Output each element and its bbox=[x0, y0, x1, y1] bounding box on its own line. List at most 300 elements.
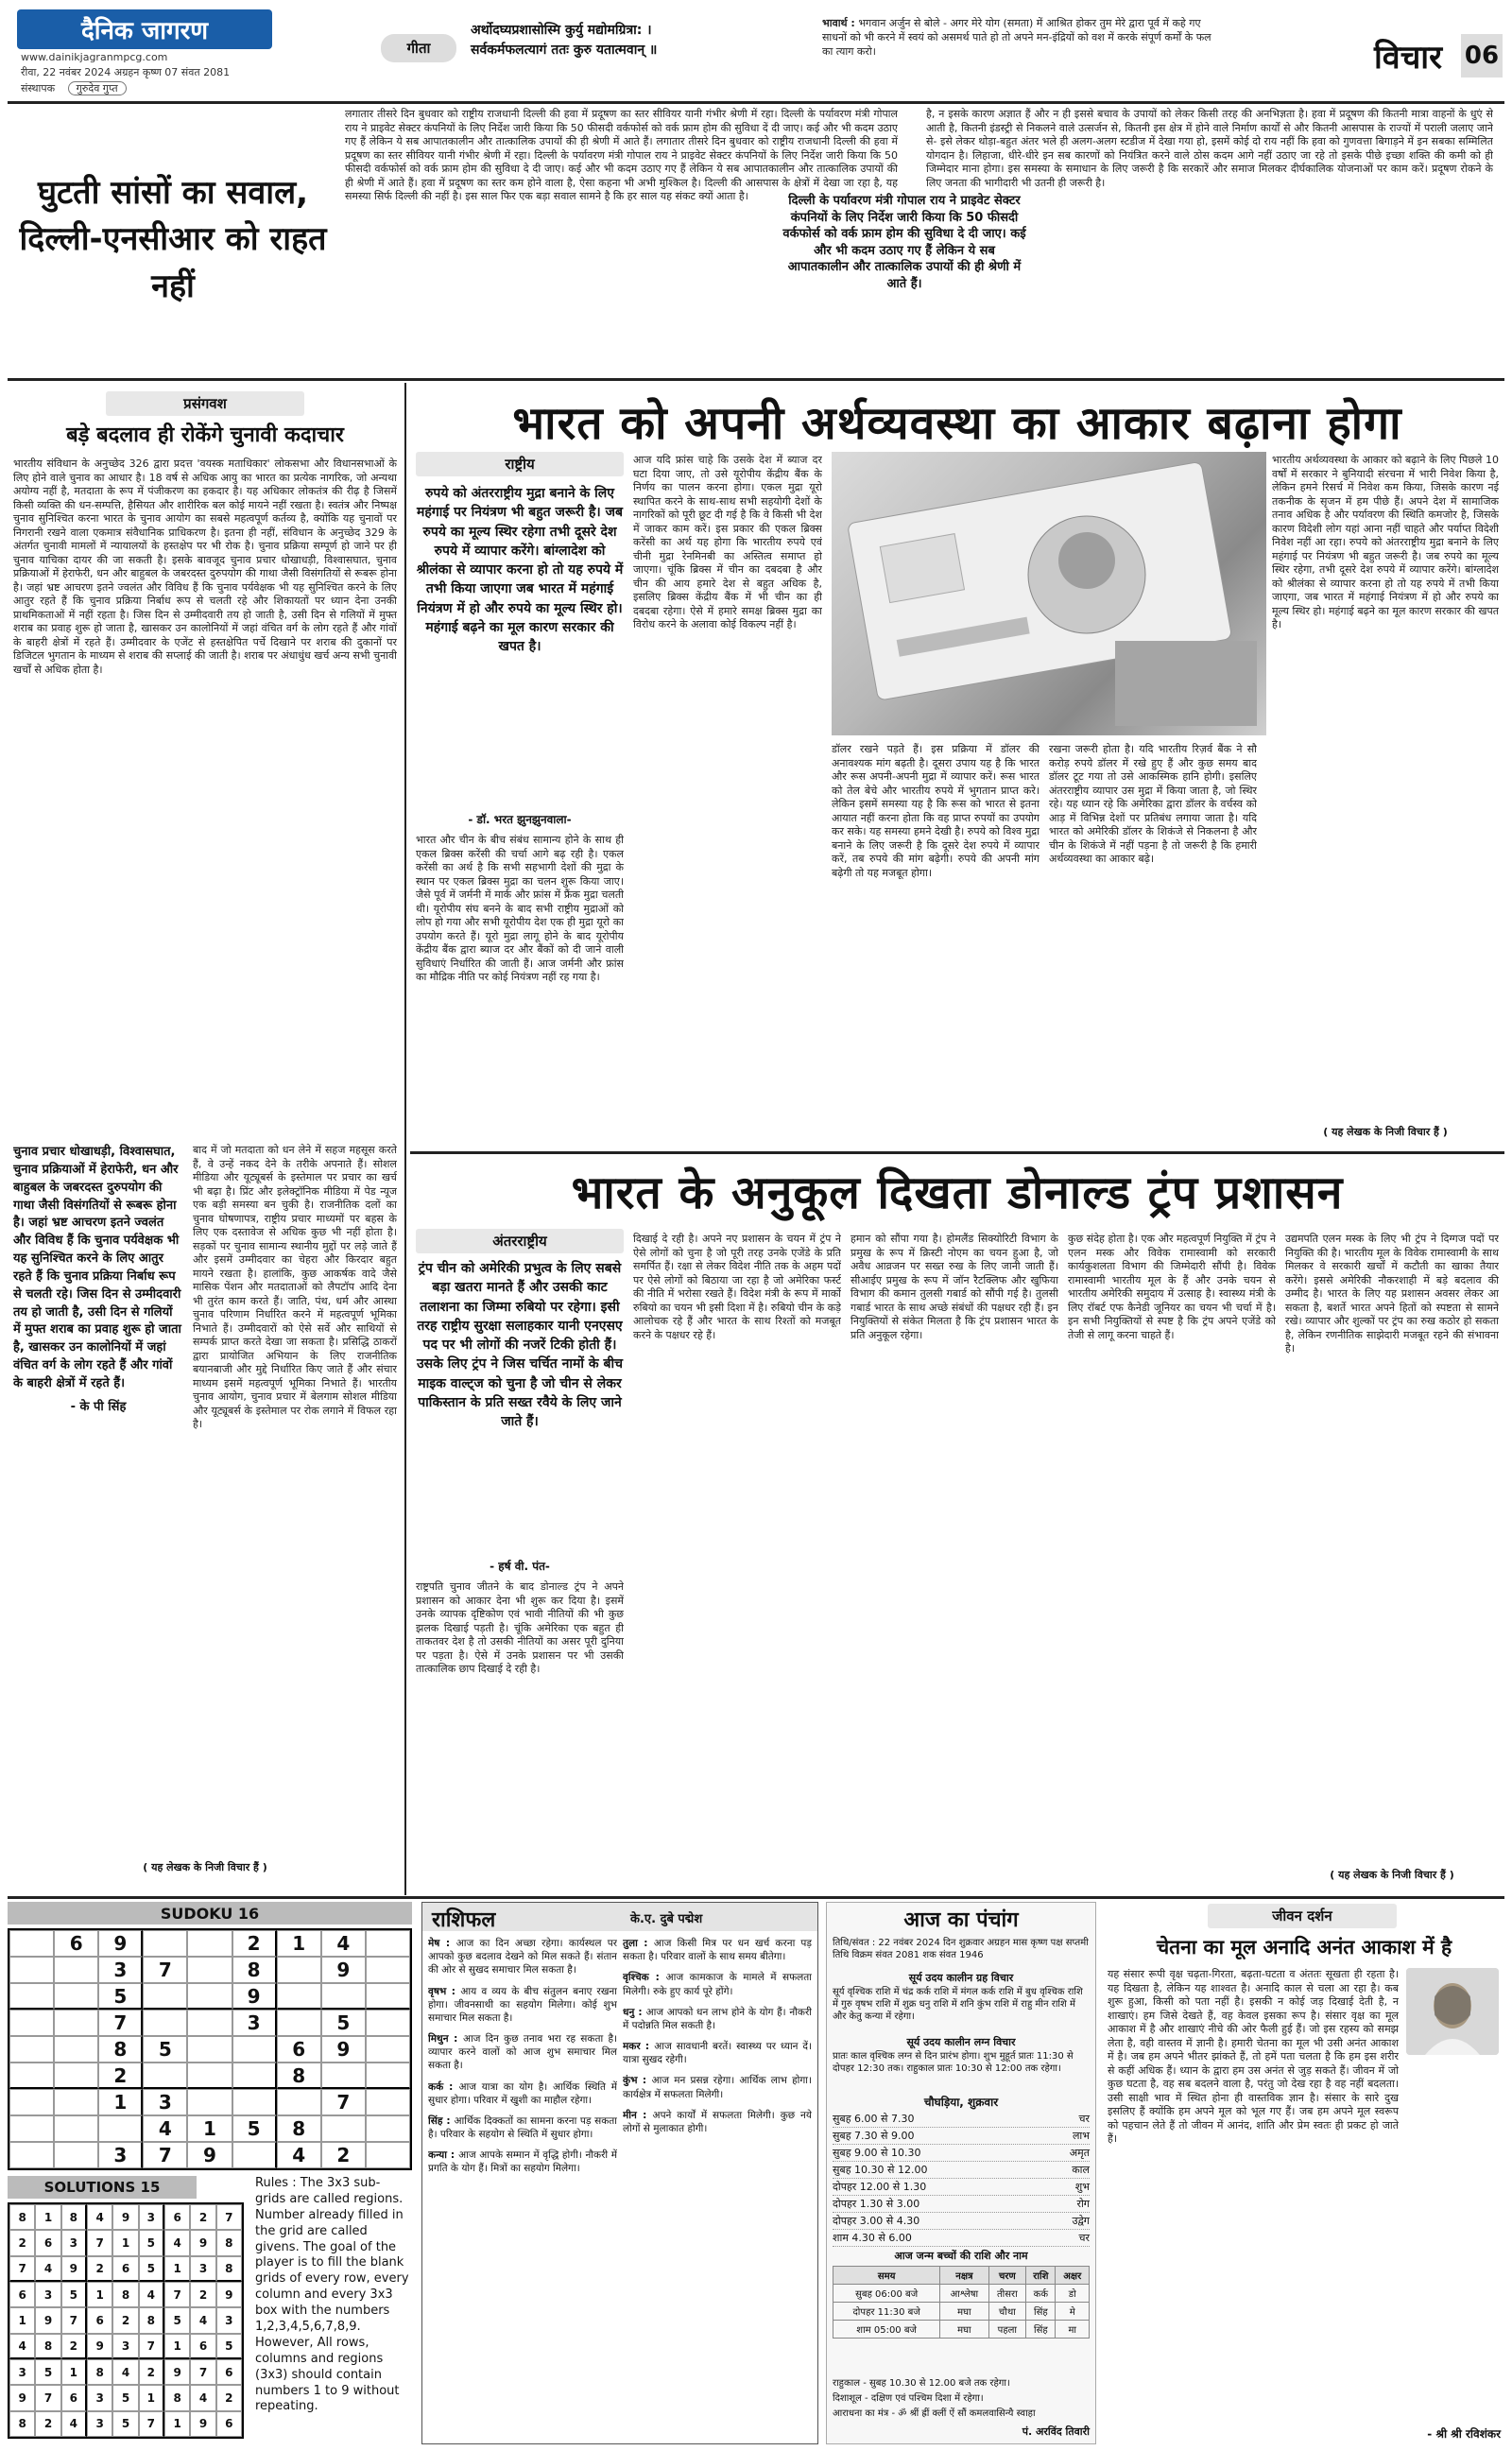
solution-cell: 2 bbox=[190, 2282, 215, 2307]
sudoku-cell[interactable]: 2 bbox=[321, 2142, 366, 2168]
solution-cell: 6 bbox=[164, 2204, 190, 2230]
panchang-table-cell: डो bbox=[1056, 2285, 1090, 2303]
solution-cell: 2 bbox=[112, 2307, 138, 2333]
solution-cell: 7 bbox=[9, 2256, 35, 2282]
sudoku-cell[interactable] bbox=[366, 2010, 410, 2036]
solution-cell: 2 bbox=[216, 2385, 242, 2410]
rashi-item bbox=[623, 2074, 812, 2100]
editorial-col-1: लगातार तीसरे दिन बुधवार को राष्ट्रीय राजधानी दिल्ली की हवा में प्रदूषण का स्तर सीवियर यानी गंभीर श्रेणी में रहा। दिल्ली के पर्यावरण मंत्री गोपाल राय ने प्राइवेट सेक्टर कंपनियों के लिए निर्देश जारी किया कि 50 फीसदी वर्कफोर्स को वर्क फ्राम होम की सुविधा दें दी जाए। कई और भी कदम उठाए गए हैं लेकिन ये सब आपातकालीन और तात्कालिक उपायों की ही श्रेणी में आते हैं। लगातार तीसरे दिन बुधवार को राष्ट्रीय राजधानी दिल्ली की हवा में प्रदूषण का स्तर सीवियर यानी गंभीर श्रेणी में रहा। दिल्ली के पर्यावरण मंत्री गोपाल राय ने प्राइवेट सेक्टर कंपनियों के लिए निर्देश जारी किया कि 50 फीसदी वर्कफोर्स को वर्क फ्राम होम की सुविधा दे दी जाए। कई और भी कदम उठाए गए हैं लेकिन ये सब आपातकालीन और तात्कालिक उपायों की ही श्रेणी में आते हैं। हवा में प्रदूषण का स्तर कम होने वाला है, ऐसा कहना भी अभी मुश्किल है। दिल्ली की आसपास के क्षेत्रों में देखा जा रहा है, यह समस्या सिर्फ दिल्ली की नहीं है। इस साल फिर एक बड़ा सवाल सामने है कि हर साल यह संकट क्यों आता है। bbox=[345, 108, 898, 203]
panchang-table-cell: तीसरा bbox=[988, 2285, 1026, 2303]
solution-cell: 8 bbox=[112, 2282, 138, 2307]
article-1-footer: ( यह लेखक के निजी विचार हैं ) bbox=[1323, 1126, 1448, 1138]
sudoku-cell[interactable] bbox=[9, 2115, 54, 2142]
solution-cell: 6 bbox=[35, 2230, 60, 2255]
sudoku-cell[interactable]: 9 bbox=[321, 2036, 366, 2063]
sudoku-cell[interactable] bbox=[9, 2142, 54, 2168]
solution-cell: 7 bbox=[216, 2204, 242, 2230]
sudoku-cell[interactable]: 8 bbox=[232, 1957, 277, 1983]
article-1-col-b: आज यदि फ्रांस चाहे कि उसके देश में ब्याज दर घटा दिया जाए, तो उसे यूरोपीय केंद्रीय बैंक के निर्णय का पालन करना होगा। एकल मुद्रा यूरो स्थापित करने के साथ-साथ सभी सहयोगी देशों के नागरिकों को पूरी छूट दी गई है कि वे किसी भी देश में जाकर काम करें। इस प्रकार की एकल ब्रिक्स करेंसी का अर्थ यह होगा कि भारतीय रुपये एवं चीनी मुद्रा रेनमिनबी का अस्तित्व समाप्त हो जाएगा। चूंकि ब्रिक्स में चीन का दबदबा है और चीन की आय हमारे देश से बहुत अधिक है, इसलिए ब्रिक्स केंद्रीय बैंक में भी चीन का ही दबदबा रहेगा। ऐसे में हमारे समक्ष ब्रिक्स मुद्रा का विरोध करने के अलावा कोई विकल्प नहीं है। bbox=[633, 454, 822, 631]
solution-cell: 3 bbox=[87, 2411, 112, 2437]
rashi-sign: मीन : bbox=[623, 2109, 653, 2121]
sudoku-cell[interactable] bbox=[366, 2063, 410, 2089]
rashi-item bbox=[623, 2109, 812, 2135]
article-2 bbox=[410, 1155, 1504, 1894]
sudoku-cell[interactable] bbox=[143, 1930, 187, 1957]
sudoku-cell[interactable] bbox=[366, 1930, 410, 1957]
prasangvash-footer: ( यह लेखक के निजी विचार हैं ) bbox=[143, 1861, 267, 1873]
solution-cell: 3 bbox=[139, 2204, 164, 2230]
prasangvash-quote-text: चुनाव प्रचार धोखाधड़ी, विश्वासघात, चुनाव प्रक्रियाओं में हेराफेरी, धन और बाहुबल के जबरदस्त दुरुपयोग की गाथा जैसी विसंगतियों से रूबरू होना है। जहां भ्रष्ट आचरण इतने ज्वलंत और विविध हैं कि चुनाव पर्यवेक्षक भी यह सुनिश्चित करने के लिए आतुर रहते हैं कि चुनाव प्रक्रिया निर्बाध रूप से चलती रहे। जिस दिन से उम्मीदवारी तय हो जाती है, उसी दिन से गलियों में मुफ्त शराब का प्रवाह शुरू हो जाता है, खासकर उन कालोनियों में जहां वंचित वर्ग के लोग रहते हैं और गांवों के बाहरी क्षेत्रों में रहते हैं। bbox=[13, 1145, 181, 1390]
article-2-tag bbox=[416, 1229, 624, 1253]
solution-cell: 4 bbox=[139, 2282, 164, 2307]
choghadiya-row bbox=[833, 2213, 1090, 2230]
panchang-table-cell: चौथा bbox=[988, 2303, 1026, 2321]
rashifal-right-list bbox=[623, 1937, 812, 2440]
sudoku-cell[interactable] bbox=[277, 2010, 321, 2036]
solution-cell: 3 bbox=[35, 2282, 60, 2307]
sudoku-cell[interactable] bbox=[187, 2089, 232, 2115]
rashi-sign: कर्क : bbox=[428, 2080, 459, 2093]
panchang-table-cell: सिंह bbox=[1026, 2303, 1056, 2321]
solution-cell: 5 bbox=[112, 2411, 138, 2437]
solution-cell: 5 bbox=[139, 2256, 164, 2282]
article-1-headline-text: भारत को अपनी अर्थव्यवस्था का आकार बढ़ाना होगा bbox=[512, 397, 1402, 450]
banknote-illustration bbox=[832, 452, 1266, 735]
panchang-author: पं. अरविंद तिवारी bbox=[1022, 2425, 1090, 2438]
author-photo-illustration bbox=[1406, 1968, 1499, 2055]
rashi-sign: मकर : bbox=[623, 2041, 655, 2053]
sudoku-cell[interactable]: 7 bbox=[143, 2142, 187, 2168]
article-2-quote-text: ट्रंप चीन को अमेरिकी प्रभुत्व के लिए सबसे बड़ा खतरा मानते हैं और उसकी काट तलाशना का जिम्मा रुबियो पर रहेगा। इसी तरह राष्ट्रीय सुरक्षा सलाहकार यानी एनएसए पद पर भी लोगों की नजरें टिकी होती हैं। उसके लिए ट्रंप ने जिस चर्चित नामों के बीच माइक वाल्ट्ज को चुना है जो चीन से लेकर पाकिस्तान के प्रति सख्त रवैये के लिए जाने जाते हैं। bbox=[416, 1261, 624, 1430]
date-line: रीवा, 22 नवंबर 2024 अग्रहन कृष्ण 07 संवत 2081 bbox=[21, 66, 231, 78]
solutions-title bbox=[8, 2176, 197, 2199]
rashi-sign: वृषभ : bbox=[428, 1985, 461, 1997]
article-1-byline: - डॉ. भरत झुनझुनवाला- bbox=[468, 813, 572, 826]
article-2-col-b: दिखाई दे रही है। अपने नए प्रशासन के चयन में ट्रंप ने ऐसे लोगों को चुना है जो पूरी तरह उनके एजेंडे के प्रति समर्पित हैं। रक्षा से लेकर विदेश नीति तक के अहम पदों पर ऐसे लोगों को बिठाया जा रहा है जो अमेरिका फर्स्ट की नीति में भरोसा रखते हैं। विदेश मंत्री के रूप में मार्को रुबियो का चयन भी इसी दिशा में है। रुबियो चीन के कड़े आलोचक रहे हैं और भारत के साथ रिश्तों को मजबूत करने के पक्षधर रहे हैं। bbox=[633, 1233, 841, 1341]
solution-cell: 1 bbox=[164, 2411, 190, 2437]
solution-cell: 3 bbox=[61, 2230, 87, 2255]
left-column-divider bbox=[404, 383, 406, 1895]
panchang-table-header bbox=[833, 2267, 1090, 2285]
solution-cell: 3 bbox=[190, 2256, 215, 2282]
article-1-quote bbox=[416, 484, 624, 805]
solution-cell: 1 bbox=[87, 2282, 112, 2307]
rashifal-header bbox=[422, 1903, 817, 1931]
sudoku-cell[interactable]: 3 bbox=[98, 1957, 143, 1983]
prasangvash-column bbox=[8, 386, 403, 1896]
rashi-text: आज का दिन अच्छा रहेगा। कार्यस्थल पर आपको कुछ बदलाव देखने को मिल सकते हैं। संतान की ओर से सुखद समाचार मिल सकता है। bbox=[428, 1938, 617, 1976]
sudoku-cell[interactable] bbox=[54, 2115, 98, 2142]
rashi-item bbox=[623, 1937, 812, 1963]
sudoku-cell[interactable] bbox=[187, 1957, 232, 1983]
sudoku-cell[interactable]: 7 bbox=[98, 2010, 143, 2036]
panchang-table-head-cell: अक्षर bbox=[1056, 2267, 1090, 2285]
panchang-table-row bbox=[833, 2303, 1090, 2321]
gita-sanskrit bbox=[471, 21, 811, 60]
panchang-table-head-cell: राशि bbox=[1026, 2267, 1056, 2285]
sudoku-cell[interactable] bbox=[232, 2089, 277, 2115]
sudoku-cell[interactable] bbox=[277, 1957, 321, 1983]
masthead-divider bbox=[8, 101, 1504, 104]
solution-cell: 6 bbox=[112, 2256, 138, 2282]
article-2-col-c: हमान को सौंपा गया है। होमलैंड सिक्योरिटी विभाग के प्रमुख के रूप में क्रिस्टी नोएम का चयन हुआ है, जो अवैध आव्रजन पर सख्त रुख के लिए जानी जाती हैं। सीआईए प्रमुख के रूप में जॉन रैटक्लिफ और खुफिया विभाग की कमान तुलसी गबार्ड को सौंपी गई है। तुलसी गबार्ड भारत के साथ अच्छे संबंधों की पक्षधर रही हैं। इन नियुक्तियों से संकेत मिलता है कि ट्रंप प्रशासन भारत के प्रति अनुकूल रहेगा। bbox=[850, 1233, 1058, 1341]
solution-cell: 8 bbox=[9, 2204, 35, 2230]
solution-cell: 1 bbox=[112, 2230, 138, 2255]
panchang-table-cell: मघा bbox=[940, 2303, 988, 2321]
panchang-table-cell: पहला bbox=[988, 2321, 1026, 2339]
solution-cell: 4 bbox=[164, 2230, 190, 2255]
sudoku-cell[interactable] bbox=[54, 2142, 98, 2168]
choghadiya-name: उद्वेग bbox=[1072, 2215, 1090, 2227]
solution-cell: 6 bbox=[190, 2334, 215, 2359]
solution-cell: 8 bbox=[87, 2359, 112, 2385]
editorial-headline bbox=[17, 170, 329, 310]
solution-cell: 3 bbox=[112, 2334, 138, 2359]
sudoku-cell[interactable] bbox=[143, 2010, 187, 2036]
sudoku-cell[interactable] bbox=[54, 2010, 98, 2036]
solution-cell: 4 bbox=[190, 2385, 215, 2410]
sudoku-cell[interactable] bbox=[54, 2036, 98, 2063]
sudoku-cell[interactable]: 7 bbox=[143, 1957, 187, 1983]
solution-cell: 1 bbox=[164, 2334, 190, 2359]
panchang-sub-2: सूर्य उदय कालीन लग्न विचार bbox=[906, 2036, 1016, 2048]
prasangvash-body: भारतीय संविधान के अनुच्छेद 326 द्वारा प्रदत्त 'वयस्क मताधिकार' लोकसभा और विधानसभाओं के लिए होने वाले चुनाव का आधार है। 18 वर्ष से अधिक आयु का भारत का प्रत्येक नागरिक, जो अन्यथा अयोग्य नहीं है, मतदाता के रूप में पंजीकरण का हकदार है। यह अधिकार लोकतंत्र की रीढ़ है जिसमें किसी व्यक्ति की धन-सम्पत्ति, हैसियत और शारीरिक बल कोई मायने नहीं रखता है। स्वतंत्र और निष्पक्ष चुनाव सुनिश्चित करना भारत के चुनाव आयोग का सबसे महत्वपूर्ण कर्तव्य है, क्योंकि यह चुनावों पर निगरानी रखने वाला एकमात्र संवैधानिक प्राधिकरण है। इतना ही नहीं, संविधान के अनुच्छेद 329 के अंतर्गत चुनावी मामलों में न्यायालयों के हस्तक्षेप पर भी रोक है। चुनाव प्रक्रिया सम्पूर्ण हो जाने पर ही चुनाव याचिका दायर की जा सकती है। इसके बावजूद चुनाव प्रचार धोखाधड़ी, विश्वासघात, चुनाव प्रक्रियाओं में हेराफेरी, धन और बाहुबल के जबरदस्त दुरुपयोग की गाथा जैसी विसंगतियों से रूबरू होना है। जहां भ्रष्ट आचरण इतने ज्वलंत और विविध हैं कि चुनाव पर्यवेक्षक भी यह सुनिश्चित करने के लिए आतुर रहते हैं कि चुनाव प्रक्रिया निर्बाध रूप से चलती रहे और शिकायतों पर ध्यान देना उनकी प्राथमिकताओं में नहीं रहता है। जिस दिन से उम्मीदवारी तय हो जाती है, उसी दिन से गलियों में मुफ्त शराब का प्रवाह शुरू हो जाता है, खासकर उन कालोनियों में जहां वंचित वर्ग के लोग रहते हैं और गांवों के बाहरी क्षेत्रों में रहते हैं। उम्मीदवार के एजेंट से हस्तक्षेपित पर्चे दिखाने पर शराब की दुकानों पर डिजिटल भुगतान के माध्यम से शराब की सप्लाई की जाती है। शराब पर अंधाधुंध खर्च अन्य सभी चुनावी खर्चों से अधिक होता है। bbox=[13, 457, 397, 676]
sudoku-cell[interactable] bbox=[277, 2089, 321, 2115]
jeevan-body: यह संसार रूपी वृक्ष चढ़ता-गिरता, बढ़ता-घटता व अंततः सूखता ही रहता है। यह दिखता है, लेकिन यह शाश्वत है। अनादि काल से चला आ रहा है। कब शुरू हुआ, किसी को पता नहीं है। इसकी न कोई जड़ दिखाई देती है, न शाखाएं। हम जिसे देखते हैं, वह केवल इसका रूप है। संसार वृक्ष का मूल आकाश में है और शाखाएं नीचे की ओर फैली हुई हैं। जो इस रहस्य को समझ लेता है, वही वास्तव में ज्ञानी है। हमारी चेतना का मूल भी उसी अनंत आकाश में है। जब हम अपने भीतर झांकते हैं, तो हमें पता चलता है कि हम इस शरीर से कहीं अधिक हैं। ध्यान के द्वारा हम उस अनंत से जुड़ सकते हैं। जीवन में जो कुछ घटता है, वह सब बदलने वाला है, परंतु जो देख रहा है वह नहीं बदलता। उसी साक्षी भाव में स्थित होना ही वास्तविक ज्ञान है। संसार के सारे दुख इसलिए हैं क्योंकि हम अपने मूल को भूल गए हैं। जब हम अपने मूल स्वरूप को पहचान लेते हैं तो जीवन में आनंद, शांति और प्रेम स्वतः ही प्रकट हो जाते हैं। bbox=[1108, 1968, 1399, 2146]
sudoku-cell[interactable]: 1 bbox=[277, 1930, 321, 1957]
solution-cell: 8 bbox=[35, 2334, 60, 2359]
solution-cell: 8 bbox=[139, 2307, 164, 2333]
solution-cell: 3 bbox=[9, 2359, 35, 2385]
solution-cell: 7 bbox=[190, 2359, 215, 2385]
solution-cell: 5 bbox=[35, 2359, 60, 2385]
solution-cell: 2 bbox=[190, 2204, 215, 2230]
sudoku-cell[interactable] bbox=[9, 2010, 54, 2036]
solution-cell: 2 bbox=[139, 2359, 164, 2385]
sudoku-cell[interactable] bbox=[232, 2063, 277, 2089]
sudoku-title-text: SUDOKU 16 bbox=[160, 1904, 260, 1923]
rashi-item bbox=[428, 2032, 617, 2073]
gita-tag-text: गीता bbox=[406, 40, 431, 57]
choghadiya-row bbox=[833, 2145, 1090, 2162]
rashi-sign: सिंह : bbox=[428, 2114, 455, 2127]
sudoku-cell[interactable]: 8 bbox=[98, 2036, 143, 2063]
panchang-table-cell: कर्क bbox=[1026, 2285, 1056, 2303]
solution-cell: 1 bbox=[35, 2204, 60, 2230]
panchang-planets: सूर्य वृश्चिक राशि में चंद्र कर्क राशि में मंगल कर्क राशि में बुध वृश्चिक राशि में गुरु वृषभ राशि में शुक्र धनु राशि में शनि कुंभ राशि में राहु मीन राशि में और केतु कन्या में रहेगा। bbox=[833, 1987, 1083, 2022]
article-1-col-a: भारत और चीन के बीच संबंध सामान्य होने के साथ ही एकल ब्रिक्स करेंसी की चर्चा आगे बढ़ रही है। एकल करेंसी का अर्थ है कि सभी सहभागी देशों की मुद्रा के स्थान पर एकल ब्रिक्स मुद्रा का चलन शुरू किया जाए। जैसे पूर्व में जर्मनी में मार्क और फ्रांस में फ्रैंक मुद्रा चलती थी। यूरोपीय संघ बनने के बाद सभी राष्ट्रीय मुद्राओं को लोप हो गया और सभी यूरोपीय देश एक ही मुद्रा यूरो का उपयोग करते हैं। यूरो मुद्रा लागू होने के बाद यूरोपीय केंद्रीय बैंक द्वारा ब्याज दर और बैंकों को दी जाने वाली सुविधाएं निर्धारित की जाती हैं। आज जर्मनी और फ्रांस का मौद्रिक नीति पर कोई नियंत्रण नहीं रह गया है। bbox=[416, 834, 624, 984]
rashifal-title: राशिफल bbox=[432, 1908, 496, 1932]
article-2-col-d: कुछ संदेह होता है। एक और महत्वपूर्ण नियुक्ति में ट्रंप ने एलन मस्क और विवेक रामास्वामी को सरकारी कार्यकुशलता विभाग की जिम्मेदारी सौंपी है। विवेक रामास्वामी भारतीय मूल के हैं और उनके चयन से भारतीय अमेरिकी समुदाय में उत्साह है। स्वास्थ्य मंत्री के लिए रॉबर्ट एफ कैनेडी जूनियर का चयन भी चर्चा में है। इन सभी नियुक्तियों से स्पष्ट है कि ट्रंप अपने एजेंडे को तेजी से लागू करना चाहते हैं। bbox=[1068, 1233, 1276, 1341]
rashi-item bbox=[623, 2040, 812, 2066]
prasangvash-byline: - के पी सिंह bbox=[70, 1399, 127, 1414]
rashi-item bbox=[623, 2006, 812, 2032]
author-photo bbox=[1406, 1968, 1499, 2055]
sudoku-cell[interactable] bbox=[9, 2036, 54, 2063]
choghadiya-name: लाभ bbox=[1072, 2130, 1090, 2142]
rashi-sign: वृश्चिक : bbox=[623, 1972, 666, 1984]
solution-cell: 1 bbox=[9, 2307, 35, 2333]
solution-cell: 7 bbox=[139, 2411, 164, 2437]
sudoku-cell[interactable]: 1 bbox=[187, 2115, 232, 2142]
sudoku-cell[interactable] bbox=[321, 1983, 366, 2010]
panchang-panel bbox=[826, 1902, 1096, 2444]
solution-cell: 8 bbox=[216, 2256, 242, 2282]
banknote-image bbox=[832, 452, 1266, 735]
sudoku-cell[interactable] bbox=[366, 2115, 410, 2142]
article-1-quote-text: रुपये को अंतरराष्ट्रीय मुद्रा बनाने के लिए महंगाई पर नियंत्रण भी बहुत जरूरी है। जब रुपये का मूल्य स्थिर रहेगा तभी दूसरे देश रुपये में व्यापार करेंगे। बांग्लादेश को श्रीलंका से व्यापार करना हो तो यह रुपये में तभी किया जाएगा जब भारत में महंगाई नियंत्रण में हो और रुपये का मूल्य स्थिर हो। महंगाई बढ़ने का मूल कारण सरकार की खपत है। bbox=[416, 486, 624, 655]
sudoku-cell[interactable] bbox=[98, 2115, 143, 2142]
section-title-text: विचार bbox=[1373, 39, 1442, 77]
choghadiya-time: सुबह 7.30 से 9.00 bbox=[833, 2130, 915, 2142]
article-1 bbox=[410, 384, 1504, 1149]
page-number-text: 06 bbox=[1464, 42, 1500, 70]
sudoku-cell[interactable] bbox=[54, 2063, 98, 2089]
sudoku-cell[interactable]: 5 bbox=[143, 2036, 187, 2063]
article-2-divider bbox=[8, 1896, 1504, 1899]
choghadiya-time: दोपहर 12.00 से 1.30 bbox=[833, 2181, 927, 2193]
logo-text: दैनिक जागरण bbox=[80, 17, 209, 45]
sudoku-cell[interactable]: 4 bbox=[321, 1930, 366, 1957]
jeevan-tag bbox=[1208, 1904, 1397, 1928]
rashi-text: आज मन प्रसन्न रहेगा। आर्थिक लाभ होगा। कार्यक्षेत्र में सफलता मिलेगी। bbox=[623, 2075, 812, 2100]
solution-cell: 9 bbox=[216, 2282, 242, 2307]
masthead-logo bbox=[17, 9, 272, 49]
sudoku-cell[interactable]: 7 bbox=[321, 2089, 366, 2115]
gita-sanskrit-line-2: सर्वकर्मफलत्यागं ततः कुरु यतात्मवान् ॥ bbox=[471, 43, 658, 58]
sudoku-cell[interactable] bbox=[9, 1957, 54, 1983]
solution-cell: 7 bbox=[139, 2334, 164, 2359]
rashi-item bbox=[428, 1937, 617, 1977]
solution-cell: 8 bbox=[164, 2385, 190, 2410]
sudoku-cell[interactable]: 9 bbox=[187, 2142, 232, 2168]
prasangvash-quote bbox=[13, 1144, 183, 1588]
solution-cell: 3 bbox=[87, 2385, 112, 2410]
solution-cell: 9 bbox=[164, 2359, 190, 2385]
solution-cell: 1 bbox=[139, 2385, 164, 2410]
sudoku-cell[interactable] bbox=[9, 1983, 54, 2010]
rashi-item bbox=[428, 2114, 617, 2141]
rashi-sign: तुला : bbox=[623, 1938, 654, 1949]
article-2-byline: - हर्ष वी. पंत- bbox=[490, 1560, 550, 1573]
panchang-rahukal: राहुकाल - सुबह 10.30 से 12.00 बजे तक रहेगा। bbox=[833, 2378, 1010, 2389]
solution-cell: 8 bbox=[216, 2230, 242, 2255]
choghadiya-name: अमृत bbox=[1069, 2147, 1090, 2159]
article-2-col-e: उद्यमपति एलन मस्क के लिए भी ट्रंप ने दिग्गज पदों पर नियुक्ति की है। भारतीय मूल के विवेक रामास्वामी के साथ मिलकर वे सरकारी खर्चों में कटौती का खाका तैयार करेंगे। इससे अमेरिकी नौकरशाही में बड़े बदलाव की उम्मीद है। भारत के लिए यह प्रशासन अवसर लेकर आ सकता है, बशर्ते भारत अपने हितों को स्पष्टता से सामने रखे। व्यापार और शुल्कों पर ट्रंप का रुख कठोर हो सकता है, लेकिन रणनीतिक साझेदारी मजबूत रहने की संभावना है। bbox=[1285, 1233, 1499, 1355]
rashi-text: आज आपको धन लाभ होने के योग हैं। नौकरी में पदोन्नति मिल सकती है। bbox=[623, 2006, 812, 2031]
sudoku-cell[interactable]: 5 bbox=[98, 1983, 143, 2010]
solution-cell: 9 bbox=[87, 2334, 112, 2359]
sudoku-cell[interactable] bbox=[54, 1957, 98, 1983]
choghadiya-row bbox=[833, 2196, 1090, 2213]
solution-cell: 4 bbox=[61, 2411, 87, 2437]
choghadiya-time: दोपहर 1.30 से 3.00 bbox=[833, 2198, 920, 2210]
solution-cell: 5 bbox=[164, 2307, 190, 2333]
sudoku-cell[interactable]: 3 bbox=[232, 2010, 277, 2036]
article-1-col-c: डॉलर रखने पड़ते हैं। इस प्रक्रिया में डॉलर की अनावश्यक मांग बढ़ती है। दूसरा उपाय यह है कि भारत और रूस अपनी-अपनी मुद्रा में व्यापार करें। रूस भारत को तेल बेचे और भारतीय रुपये में भुगतान प्राप्त करे। लेकिन इसमें समस्या यह है कि रूस को भारत से इतना आयात नहीं करना होता कि वह प्राप्त रुपयों का उपयोग कर सके। यह समस्या हमने देखी है। रुपये को विश्व मुद्रा बनाने के लिए जरूरी है कि दूसरे देश रुपये में व्यापार करें, तब रुपये की मांग बढ़ेगी। रुपये की अपनी मांग बढ़ेगी तो यह मजबूत होगा। bbox=[832, 743, 1040, 879]
sudoku-cell[interactable]: 8 bbox=[277, 2063, 321, 2089]
solution-cell: 7 bbox=[87, 2230, 112, 2255]
panchang-lagna: प्रातः काल वृश्चिक लग्न से दिन प्रारंभ होगा। शुभ मुहूर्त प्रातः 11:30 से दोपहर 12:30 तक। राहुकाल प्रातः 10:30 से 12:00 तक रहेगा। bbox=[833, 2051, 1074, 2074]
rashi-item bbox=[428, 1985, 617, 2026]
solution-cell: 6 bbox=[87, 2307, 112, 2333]
rashi-item bbox=[428, 2149, 617, 2175]
panchang-table-cell: सुबह 06:00 बजे bbox=[833, 2285, 940, 2303]
panchang-table-head-cell: समय bbox=[833, 2267, 940, 2285]
sudoku-cell[interactable] bbox=[366, 2089, 410, 2115]
editorial-divider bbox=[8, 378, 1504, 381]
gita-tag bbox=[381, 34, 456, 62]
rashi-text: आज यात्रा का योग है। आर्थिक स्थिति में सुधार होगा। परिवार में खुशी का माहौल रहेगा। bbox=[428, 2080, 617, 2106]
sudoku-cell[interactable]: 4 bbox=[143, 2115, 187, 2142]
prasangvash-body-2: बाद में जो मतदाता को धन लेने में सहज महसूस करते हैं, वे उन्हें नकद देने के तरीके अपनाते हैं। सोशल मीडिया और यूट्यूबर्स के इस्तेमाल पर प्रचार का खर्च भी बढ़ा है। प्रिंट और इलेक्ट्रॉनिक मीडिया में पेड न्यूज एक बड़ी समस्या बन चुकी है। राजनीतिक दलों का चुनाव घोषणापत्र, राष्ट्रीय प्रचार माध्यमों पर बहस के लिए एक दस्तावेज से अधिक कुछ भी नहीं होता है। सड़कों पर चुनाव सामान्य स्थानीय मुद्दों पर लड़े जाते हैं और इसमें उम्मीदवार का चेहरा और किरदार बहुत मायने रखता है। हालांकि, कुछ आकर्षक वादे जैसे मासिक पेंशन और मतदाताओं को लैपटॉप आदि देना भी तुरंत काम करते हैं। जाति, पंथ, धर्म और आस्था चुनाव परिणाम निर्धारित करने में महत्वपूर्ण भूमिका निभाते हैं। उम्मीदवारों को ऐसे सर्वे और साथियों से सम्पर्क प्राप्त करते देखा जा सकता है। प्रसिद्धि ठाकरों द्वारा प्रायोजित अभियान के लिए राजनीतिक बयानबाजी और मुद्दे निर्धारित किए जाते हैं और संचार माध्यम इसमें महत्वपूर्ण भूमिका निभाते हैं। भारतीय चुनाव आयोग, चुनाव प्रचार में बेलगाम सोशल मीडिया और यूट्यूबर्स के इस्तेमाल पर रोक लगाने में विफल रहा है। bbox=[193, 1144, 397, 1431]
sudoku-cell[interactable] bbox=[187, 1983, 232, 2010]
sudoku-cell[interactable]: 3 bbox=[143, 2089, 187, 2115]
article-2-headline-text: भारत के अनुकूल दिखता डोनाल्ड ट्रंप प्रशासन bbox=[571, 1166, 1344, 1219]
sudoku-cell[interactable]: 5 bbox=[232, 2115, 277, 2142]
rashi-item bbox=[623, 1971, 812, 1997]
panchang-table-cell: मघा bbox=[940, 2321, 988, 2339]
solution-cell: 9 bbox=[61, 2256, 87, 2282]
sudoku-cell[interactable] bbox=[187, 1930, 232, 1957]
rashifal-panel bbox=[421, 1902, 818, 2444]
sudoku-cell[interactable] bbox=[366, 2142, 410, 2168]
choghadiya-list bbox=[833, 2111, 1090, 2243]
panchang-table-head-cell: नक्षत्र bbox=[940, 2267, 988, 2285]
solution-cell: 4 bbox=[87, 2204, 112, 2230]
prasangvash-tag-text: प्रसंगवश bbox=[183, 395, 227, 412]
solution-cell: 9 bbox=[9, 2385, 35, 2410]
editorial-headline-text: घुटती सांसों का सवाल, दिल्ली-एनसीआर को राहत नहीं bbox=[19, 174, 327, 305]
rashi-sign: कन्या : bbox=[428, 2149, 459, 2162]
rashi-text: अपने कार्यों में सफलता मिलेगी। कुछ नये लोगों से मुलाकात होगी। bbox=[623, 2109, 812, 2134]
solution-cell: 6 bbox=[9, 2282, 35, 2307]
sudoku-cell[interactable]: 2 bbox=[232, 1930, 277, 1957]
sudoku-cell[interactable]: 4 bbox=[277, 2142, 321, 2168]
solution-cell: 6 bbox=[216, 2411, 242, 2437]
solution-cell: 6 bbox=[61, 2385, 87, 2410]
site-url[interactable]: www.dainikjagranmpcg.com bbox=[21, 51, 168, 63]
sudoku-cell[interactable] bbox=[321, 2063, 366, 2089]
panchang-title-text: आज का पंचांग bbox=[903, 1908, 1019, 1932]
solution-cell: 9 bbox=[190, 2411, 215, 2437]
sudoku-cell[interactable]: 9 bbox=[98, 1930, 143, 1957]
rashi-item bbox=[428, 2080, 617, 2107]
sudoku-grid[interactable] bbox=[8, 1928, 412, 2170]
sudoku-cell[interactable] bbox=[366, 1983, 410, 2010]
solution-cell: 7 bbox=[61, 2307, 87, 2333]
jeevan-byline: - श्री श्री रविशंकर bbox=[1427, 2427, 1501, 2441]
choghadiya-name: रोग bbox=[1076, 2198, 1090, 2210]
solution-cell: 1 bbox=[164, 2256, 190, 2282]
sudoku-cell[interactable]: 1 bbox=[98, 2089, 143, 2115]
page-number bbox=[1461, 34, 1503, 78]
choghadiya-time: सुबह 6.00 से 7.30 bbox=[833, 2113, 915, 2125]
solution-cell: 2 bbox=[35, 2411, 60, 2437]
article-2-footer: ( यह लेखक के निजी विचार हैं ) bbox=[1330, 1869, 1454, 1881]
choghadiya-row bbox=[833, 2179, 1090, 2196]
sudoku-cell[interactable]: 2 bbox=[98, 2063, 143, 2089]
panchang-table-row bbox=[833, 2285, 1090, 2303]
rashi-text: आज आपके सम्मान में वृद्धि होगी। नौकरी में प्रगति के योग हैं। मित्रों का सहयोग मिलेगा। bbox=[428, 2149, 617, 2175]
solution-cell: 8 bbox=[61, 2204, 87, 2230]
sudoku-cell[interactable] bbox=[9, 1930, 54, 1957]
sudoku-cell[interactable]: 5 bbox=[321, 2010, 366, 2036]
choghadiya-name: शुभ bbox=[1074, 2181, 1090, 2193]
sudoku-cell[interactable] bbox=[9, 2063, 54, 2089]
rashifal-left-list bbox=[428, 1937, 617, 2440]
sudoku-cell[interactable] bbox=[187, 2063, 232, 2089]
sudoku-cell[interactable] bbox=[54, 1983, 98, 2010]
choghadiya-title: चौघड़िया, शुक्रवार bbox=[923, 2096, 999, 2109]
solutions-title-text: SOLUTIONS 15 bbox=[43, 2179, 161, 2196]
rashi-text: आर्थिक दिक्कतों का सामना करना पड़ सकता है। परिवार के सहयोग से स्थिति में सुधार होगा। bbox=[428, 2114, 617, 2141]
article-1-tag bbox=[416, 452, 624, 476]
rashi-sign: कुंभ : bbox=[623, 2075, 652, 2087]
solutions-grid bbox=[8, 2202, 244, 2439]
rashi-sign: मेष : bbox=[428, 1938, 456, 1949]
panchang-table-head-cell: चरण bbox=[988, 2267, 1026, 2285]
panchang-table-cell: सिंह bbox=[1026, 2321, 1056, 2339]
rashi-text: आज कामकाज के मामले में सफलता मिलेगी। रुके हुए कार्य पूरे होंगे। bbox=[623, 1972, 812, 1997]
article-1-divider bbox=[410, 1151, 1504, 1154]
sudoku-cell[interactable] bbox=[232, 2036, 277, 2063]
sudoku-cell[interactable] bbox=[232, 2142, 277, 2168]
sudoku-cell[interactable]: 3 bbox=[98, 2142, 143, 2168]
masthead bbox=[8, 6, 1504, 100]
solution-cell: 1 bbox=[61, 2359, 87, 2385]
sudoku-cell[interactable] bbox=[143, 2063, 187, 2089]
editor-line bbox=[21, 81, 127, 95]
gita-meaning bbox=[822, 17, 1219, 60]
sudoku-cell[interactable] bbox=[187, 2036, 232, 2063]
choghadiya-time: दोपहर 3.00 से 4.30 bbox=[833, 2215, 920, 2227]
sudoku-cell[interactable] bbox=[366, 1957, 410, 1983]
sudoku-cell[interactable] bbox=[277, 1983, 321, 2010]
sudoku-cell[interactable]: 8 bbox=[277, 2115, 321, 2142]
panchang-intro: तिथि/संवत : 22 नवंबर 2024 दिन शुक्रवार अग्रहन मास कृष्ण पक्ष सप्तमी तिथि विक्रम संवत 2081 शक संवत 1946 bbox=[833, 1938, 1089, 1960]
sudoku-cell[interactable] bbox=[143, 1983, 187, 2010]
section-title bbox=[1357, 34, 1459, 78]
sudoku-cell[interactable]: 9 bbox=[321, 1957, 366, 1983]
sudoku-cell[interactable] bbox=[321, 2115, 366, 2142]
panchang-table-cell: आश्लेषा bbox=[940, 2285, 988, 2303]
solution-cell: 5 bbox=[112, 2385, 138, 2410]
sudoku-cell[interactable]: 6 bbox=[54, 1930, 98, 1957]
prasangvash-tag bbox=[106, 391, 304, 416]
prasangvash-headline bbox=[13, 420, 397, 448]
solution-cell: 5 bbox=[216, 2334, 242, 2359]
choghadiya-row bbox=[833, 2230, 1090, 2247]
solution-cell: 4 bbox=[190, 2307, 215, 2333]
article-2-tag-text: अंतरराष्ट्रीय bbox=[492, 1233, 547, 1250]
choghadiya-time: सुबह 10.30 से 12.00 bbox=[833, 2164, 928, 2176]
sudoku-cell[interactable] bbox=[9, 2089, 54, 2115]
choghadiya-name: चर bbox=[1078, 2113, 1090, 2125]
sudoku-cell[interactable]: 9 bbox=[232, 1983, 277, 2010]
sudoku-cell[interactable] bbox=[187, 2010, 232, 2036]
rashi-text: आज किसी मित्र पर धन खर्च करना पड़ सकता है। परिवार वालों के साथ समय बीतेगा। bbox=[623, 1938, 812, 1963]
panchang-table-cell: शाम 05:00 बजे bbox=[833, 2321, 940, 2339]
sudoku-cell[interactable] bbox=[366, 2036, 410, 2063]
rashi-sign: धनु : bbox=[623, 2006, 646, 2018]
panchang-table-cell: मा bbox=[1056, 2321, 1090, 2339]
solution-cell: 9 bbox=[35, 2307, 60, 2333]
sudoku-cell[interactable] bbox=[54, 2089, 98, 2115]
gita-meaning-text: भगवान अर्जुन से बोले - अगर मेरे योग (समता) में आश्रित होकर तुम मेरे द्वारा पूर्व में कहे गए साधनों को भी करने में स्वयं को असमर्थ पाते हो तो अपने मन-इंद्रियों को वश में करके संपूर्ण कर्मों के फल का त्याग करो। bbox=[822, 17, 1211, 58]
article-2-headline bbox=[410, 1161, 1504, 1222]
sudoku-cell[interactable]: 6 bbox=[277, 2036, 321, 2063]
